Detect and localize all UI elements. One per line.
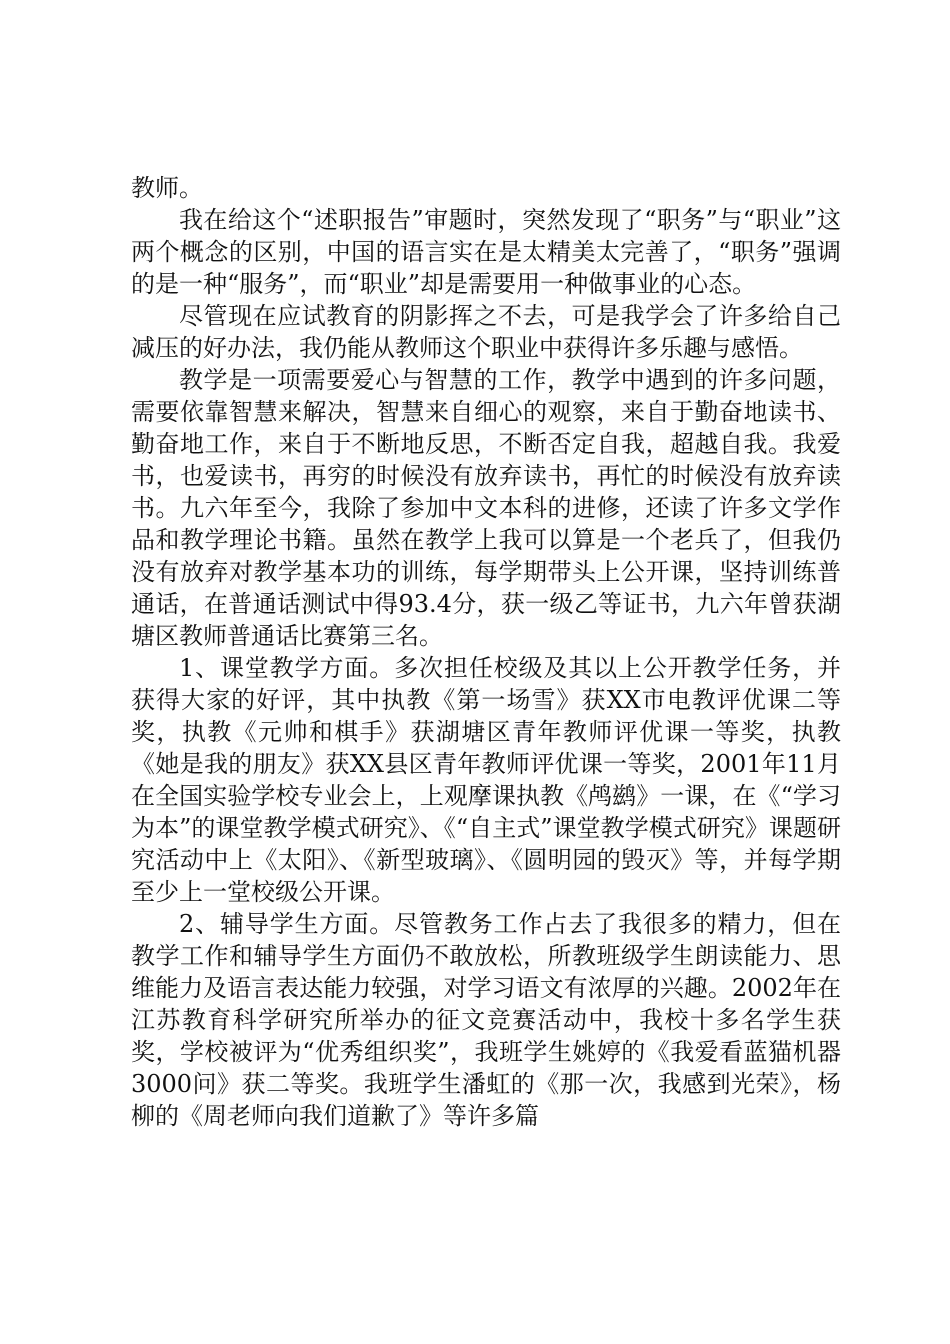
paragraph-classroom-teaching: 1、课堂教学方面。多次担任校级及其以上公开教学任务，并获得大家的好评，其中执教《第一场雪》获XX市电教评优课二等奖，执教《元帅和棋手》获湖塘区青年教师评优课一等奖，执教《她是我的朋友》获XX县区青年教师评优课一等奖，2001年11月在全国实验学校专业会上，上观摩课执教《鸬鹚》一课，在《“学习为本”的课堂教学模式研究》、《“自主式”课堂教学模式研究》课题研究活动中上《太阳》、《新型玻璃》、《圆明园的毁灭》等，并每学期至少上一堂校级公开课。 [131, 654, 841, 906]
document-body [131, 172, 841, 1132]
paragraph-student-guidance: 2、辅导学生方面。尽管教务工作占去了我很多的精力，但在教学工作和辅导学生方面仍不敢放松，所教班级学生朗读能力、思维能力及语言表达能力较强，对学习语文有浓厚的兴趣。2002年在江苏教育科学研究所举办的征文竞赛活动中，我校十多名学生获奖，学校被评为“优秀组织奖”，我班学生姚婷的《我爱看蓝猫机器3000问》获二等奖。我班学生潘虹的《那一次，我感到光荣》，杨柳的《周老师向我们道歉了》等许多篇 [131, 910, 841, 1130]
paragraph-exam-pressure: 尽管现在应试教育的阴影挥之不去，可是我学会了许多给自己减压的好办法，我仍能从教师这个职业中获得许多乐趣与感悟。 [131, 302, 841, 362]
paragraph-continuation: 教师。 [131, 174, 203, 202]
paragraph-report-reflection: 我在给这个“述职报告”审题时，突然发现了“职务”与“职业”这两个概念的区别，中国的语言实在是太精美太完善了，“职务”强调的是一种“服务”，而“职业”却是需要用一种做事业的心态。 [131, 206, 841, 298]
paragraph-teaching-wisdom: 教学是一项需要爱心与智慧的工作，教学中遇到的许多问题，需要依靠智慧来解决，智慧来自细心的观察，来自于勤奋地读书、勤奋地工作，来自于不断地反思，不断否定自我，超越自我。我爱书，也爱读书，再穷的时候没有放弃读书，再忙的时候没有放弃读书。九六年至今，我除了参加中文本科的进修，还读了许多文学作品和教学理论书籍。虽然在教学上我可以算是一个老兵了，但我仍没有放弃对教学基本功的训练，每学期带头上公开课，坚持训练普通话，在普通话测试中得93.4分，获一级乙等证书，九六年曾获湖塘区教师普通话比赛第三名。 [131, 366, 841, 650]
